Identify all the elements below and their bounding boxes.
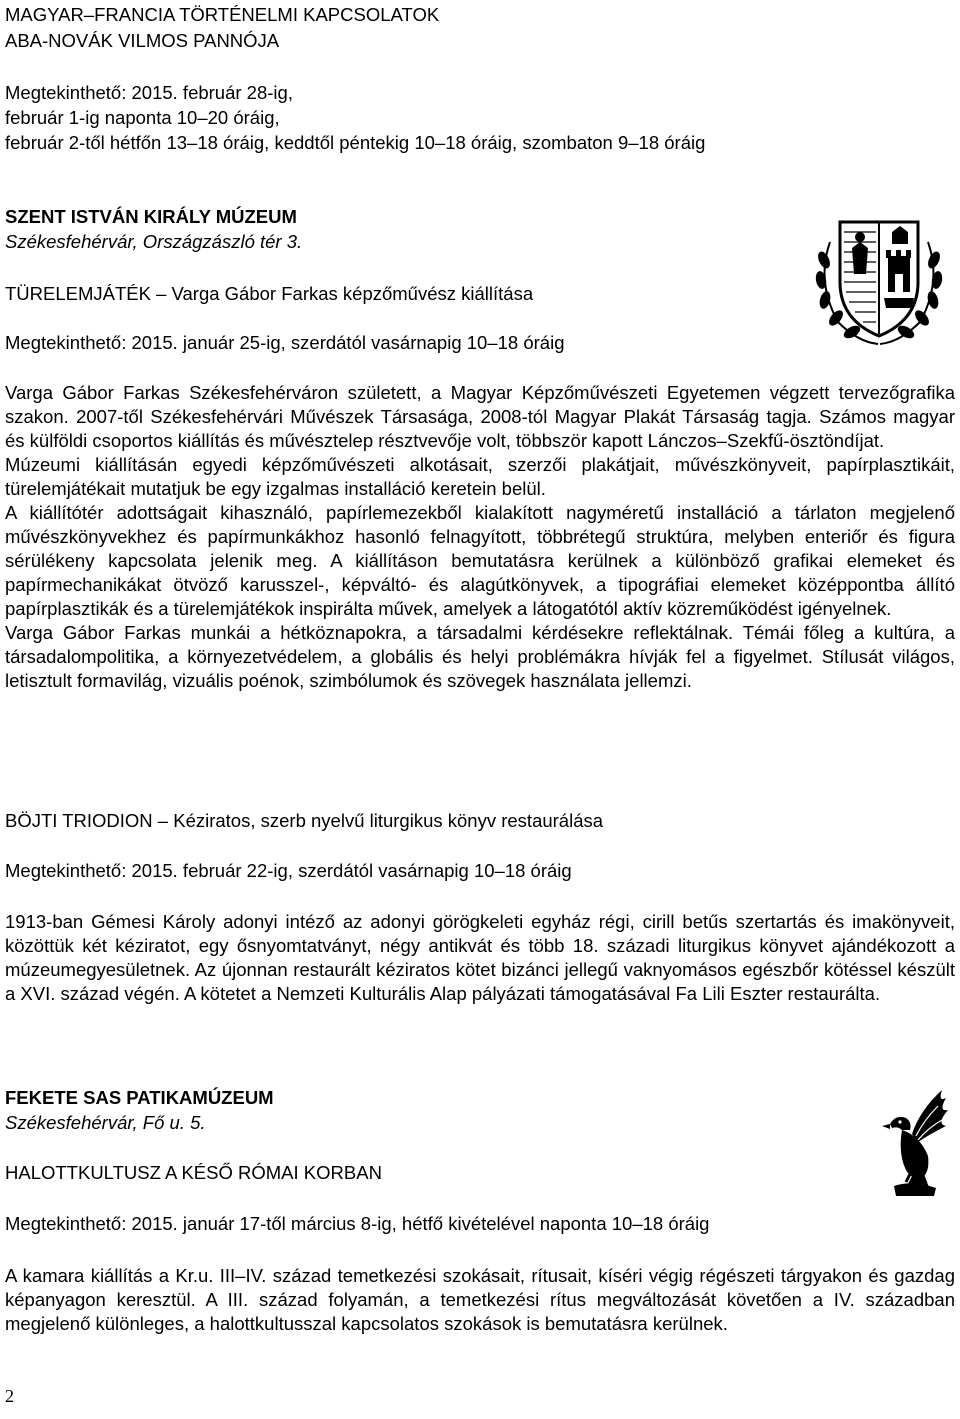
exhibition-description: 1913-ban Gémesi Károly adonyi intéző az adonyi görögkeleti egyház régi, cirill betűs szertartás és imakönyveit, közöttük két kéziratot, egy ősnyomtatványt, négy antikvát és több 18. századi liturgikus könyvet ajándékozott a múzeumegyesületnek. Az újonnan restaurált kéziratos kötet bizánci jellegű vaknyomásos egészbőr kötéssel készült a XVI. század végén. A kötetet a Nemzeti Kulturális Alap pályázati támogatásával Fa Lili Eszter restaurálta. xyxy=(5,911,955,1004)
exhibition-hours: Megtekinthető: 2015. január 25-ig, szerdától vasárnapig 10–18 óráig xyxy=(5,332,565,353)
description-paragraph: A kiállítótér adottságait kihasználó, papírlemezekből kialakított nagyméretű installáció a tárlaton megjelenő művészkönyvekhez és papírmunkákhoz hasonló felnagyított, többrétegű struktúra, melyben enteriőr és figura sérülékeny kapcsolata jelenik meg. A kiállításon bemutatásra kerülnek a különböző grafikai elemeket és papírmechanikákat ötvöző karusszel-, képváltó- és alagútkönyvek, a tipográfiai elemeket középpontba állító papírplasztikák és a türelemjátékok inspirálta művek, amelyek a látogatótól aktív közreműködést igényelnek. xyxy=(5,502,955,619)
description-paragraph: Varga Gábor Farkas munkái a hétköznapokra, a társadalmi kérdésekre reflektálnak. Témái főleg a kultúra, a társadalompolitika, a környezetvédelem, a globális és helyi problémákra hívják fel a figyelmet. Stílusát világos, letisztult formavilág, vizuális poénok, szimbólumok és szövegek használata jellemzi. xyxy=(5,622,955,691)
description-paragraph: Múzeumi kiállításán egyedi képzőművészeti alkotásait, szerzői plakátjait, művészkönyveit, papírplasztikáit, türelemjátékait mutatjuk be egy izgalmas installáció keretein belül. xyxy=(5,454,955,499)
opening-hours-line: február 2-től hétfőn 13–18 óráig, keddtől péntekig 10–18 óráig, szombaton 9–18 óráig xyxy=(5,132,706,153)
description-paragraph: Varga Gábor Farkas Székesfehérváron született, a Magyar Képzőművészeti Egyetemen végzett tervezőgrafika szakon. 2007-től Székesfehérvári Művészek Társasága, 2008-tól Magyar Plakát Társaság tagja. Számos magyar és külföldi csoportos kiállítás és művésztelep résztvevője volt, többször kapott Lánczos–Szekfű-ösztöndíjat. xyxy=(5,382,955,451)
exhibition-hours: Megtekinthető: 2015. január 17-től március 8-ig, hétfő kivételével naponta 10–18 óráig xyxy=(5,1213,710,1234)
exhibition-description: A kamara kiállítás a Kr.u. III–IV. század temetkezési szokásait, rítusait, kíséri végig régészeti tárgyakon és gazdag képanyagon keresztül. A III. század folyamán, a temetkezési rítus megváltozását követően a IV. században megjelenő különleges, a halottkultusszal kapcsolatos szokások is bemutatásra kerülnek. xyxy=(5,1265,955,1334)
museum-name: SZENT ISTVÁN KIRÁLY MÚZEUM xyxy=(5,206,297,227)
page-number: 2 xyxy=(5,1386,14,1406)
museum-name: FEKETE SAS PATIKAMÚZEUM xyxy=(5,1087,274,1108)
exhibition-title: HALOTTKULTUSZ A KÉSŐ RÓMAI KORBAN xyxy=(5,1162,382,1183)
exhibition-hours: Megtekinthető: 2015. február 22-ig, szerdától vasárnapig 10–18 óráig xyxy=(5,860,572,881)
coat-of-arms-icon xyxy=(808,212,950,352)
section-subtitle: ABA-NOVÁK VILMOS PANNÓJA xyxy=(5,30,280,51)
exhibition-description xyxy=(5,381,955,693)
black-eagle-icon xyxy=(872,1086,954,1198)
section-title: MAGYAR–FRANCIA TÖRTÉNELMI KAPCSOLATOK xyxy=(5,4,440,25)
museum-address: Székesfehérvár, Országzászló tér 3. xyxy=(5,231,303,252)
exhibition-title: TÜRELEMJÁTÉK – Varga Gábor Farkas képzőművész kiállítása xyxy=(5,283,534,304)
opening-hours-line: Megtekinthető: 2015. február 28-ig, xyxy=(5,82,293,103)
exhibition-title: BÖJTI TRIODION – Kéziratos, szerb nyelvű liturgikus könyv restaurálása xyxy=(5,810,604,831)
museum-address: Székesfehérvár, Fő u. 5. xyxy=(5,1112,206,1133)
opening-hours-line: február 1-ig naponta 10–20 óráig, xyxy=(5,107,280,128)
